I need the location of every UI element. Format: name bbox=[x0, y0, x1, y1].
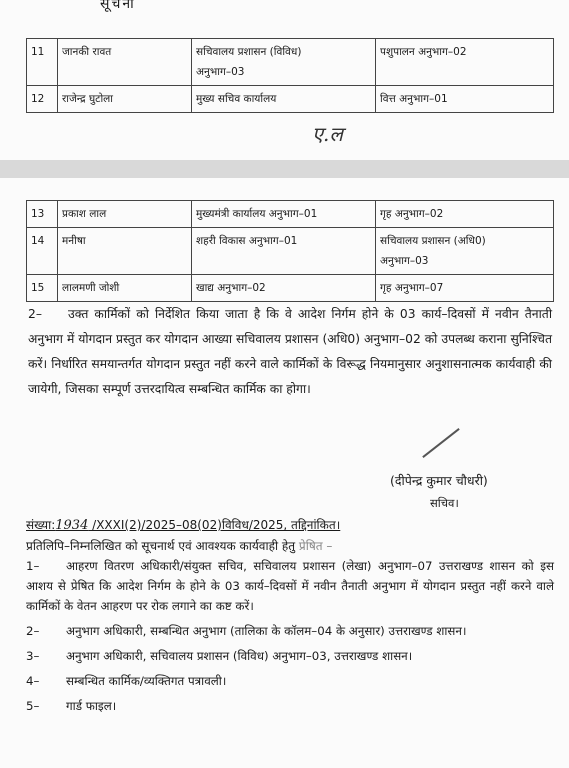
document-page-bottom bbox=[0, 178, 569, 768]
current-posting-line2: अनुभाग–03 bbox=[196, 66, 245, 78]
table-row bbox=[27, 86, 554, 113]
table-row bbox=[27, 275, 554, 302]
handwritten-initials: ए.ल bbox=[312, 122, 343, 146]
employee-name: प्रकाश लाल bbox=[58, 201, 192, 228]
reference-handwritten-number: 1934 bbox=[55, 518, 89, 533]
table-row bbox=[27, 39, 554, 86]
list-item-text: अनुभाग अधिकारी, सचिवालय प्रशासन (विविध) अनुभाग–03, उत्तराखण्ड शासन। bbox=[66, 649, 413, 663]
page-gap bbox=[0, 160, 569, 178]
copy-to-text-faded: प्रेषित – bbox=[295, 539, 333, 553]
transfer-table-bottom bbox=[26, 200, 554, 302]
row-number: 13 bbox=[27, 201, 58, 228]
list-item-number: 2– bbox=[26, 624, 40, 638]
cropped-header-text: सूचना bbox=[100, 0, 136, 12]
list-item-text: आहरण वितरण अधिकारी/संयुक्त सचिव, सचिवालय प्रशासन (लेखा) अनुभाग–07 उत्तराखण्ड शासन को इस आशय से प्रेषित कि आदेश निर्गम के होने के 03 कार्य–दिवसों में नवीन तैनाती अनुभाग में योगदान प्रस्तुत नहीं करने वाले कार्मिकों के वेतन आहरण पर रोक लगाने का कष्ट करें। bbox=[26, 559, 554, 613]
table-row bbox=[27, 228, 554, 275]
copy-to-heading bbox=[26, 537, 332, 554]
row-number: 14 bbox=[27, 228, 58, 275]
current-posting bbox=[192, 39, 376, 86]
list-item bbox=[26, 671, 554, 691]
row-number: 11 bbox=[27, 39, 58, 86]
signatory-title: सचिव। bbox=[430, 496, 459, 510]
list-item-text: अनुभाग अधिकारी, सम्बन्धित अनुभाग (तालिका के कॉलम–04 के अनुसार) उत्तराखण्ड शासन। bbox=[66, 624, 467, 638]
document-page-top bbox=[0, 0, 569, 160]
new-posting: गृह अनुभाग–07 bbox=[376, 275, 554, 302]
list-item-text: गार्ड फाइल। bbox=[66, 699, 117, 713]
transfer-table-top bbox=[26, 38, 554, 113]
new-posting bbox=[376, 228, 554, 275]
employee-name: राजेन्द्र घुटोला bbox=[58, 86, 192, 113]
new-posting-line2: अनुभाग–03 bbox=[380, 255, 429, 267]
current-posting-line1: सचिवालय प्रशासन (विविध) bbox=[196, 46, 302, 58]
instruction-paragraph bbox=[28, 302, 552, 402]
signatory-name: (दीपेन्द्र कुमार चौधरी) bbox=[390, 473, 488, 488]
new-posting-line1: सचिवालय प्रशासन (अधि0) bbox=[380, 235, 486, 247]
signature-mark bbox=[422, 428, 459, 458]
list-item-number: 4– bbox=[26, 674, 40, 688]
employee-name: जानकी रावत bbox=[58, 39, 192, 86]
employee-name: मनीषा bbox=[58, 228, 192, 275]
reference-number bbox=[26, 516, 340, 533]
new-posting: पशुपालन अनुभाग–02 bbox=[376, 39, 554, 86]
list-item-text: सम्बन्धित कार्मिक/व्यक्तिगत पत्रावली। bbox=[66, 674, 227, 688]
new-posting: वित्त अनुभाग–01 bbox=[376, 86, 554, 113]
list-item bbox=[26, 696, 554, 716]
list-item bbox=[26, 556, 554, 616]
list-item-number: 3– bbox=[26, 649, 40, 663]
current-posting: खाद्य अनुभाग–02 bbox=[192, 275, 376, 302]
reference-prefix: संख्या: bbox=[26, 518, 56, 532]
copy-to-list bbox=[26, 556, 554, 721]
list-item-number: 1– bbox=[26, 559, 40, 573]
row-number: 12 bbox=[27, 86, 58, 113]
list-item-number: 5– bbox=[26, 699, 40, 713]
paragraph-text: उक्त कार्मिकों को निर्देशित किया जाता है कि वे आदेश निर्गम होने के 03 कार्य–दिवसों में नवीन तैनाती अनुभाग में योगदान प्रस्तुत कर योगदान आख्या सचिवालय प्रशासन (अधि0) अनुभाग–02 को उपलब्ध कराना सुनिश्चित करें। निर्धारित समयान्तर्गत योगदान प्रस्तुत नहीं करने वाले कार्मिकों के विरूद्ध नियमानुसार अनुशासनात्मक कार्यवाही की जायेगी, जिसका सम्पूर्ण उत्तरदायित्व सम्बन्धित कार्मिक का होगा। bbox=[28, 307, 552, 396]
table-row bbox=[27, 201, 554, 228]
row-number: 15 bbox=[27, 275, 58, 302]
list-item bbox=[26, 646, 554, 666]
paragraph-number: 2– bbox=[28, 307, 42, 321]
current-posting: मुख्य सचिव कार्यालय bbox=[192, 86, 376, 113]
new-posting: गृह अनुभाग–02 bbox=[376, 201, 554, 228]
current-posting: मुख्यमंत्री कार्यालय अनुभाग–01 bbox=[192, 201, 376, 228]
current-posting: शहरी विकास अनुभाग–01 bbox=[192, 228, 376, 275]
reference-rest: /XXXI(2)/2025–08(02)विविध/2025, तद्दिनांकित। bbox=[88, 518, 341, 532]
employee-name: लालमणी जोशी bbox=[58, 275, 192, 302]
copy-to-text: प्रतिलिपि–निम्नलिखित को सूचनार्थ एवं आवश्यक कार्यवाही हेतु bbox=[26, 539, 296, 553]
list-item bbox=[26, 621, 554, 641]
